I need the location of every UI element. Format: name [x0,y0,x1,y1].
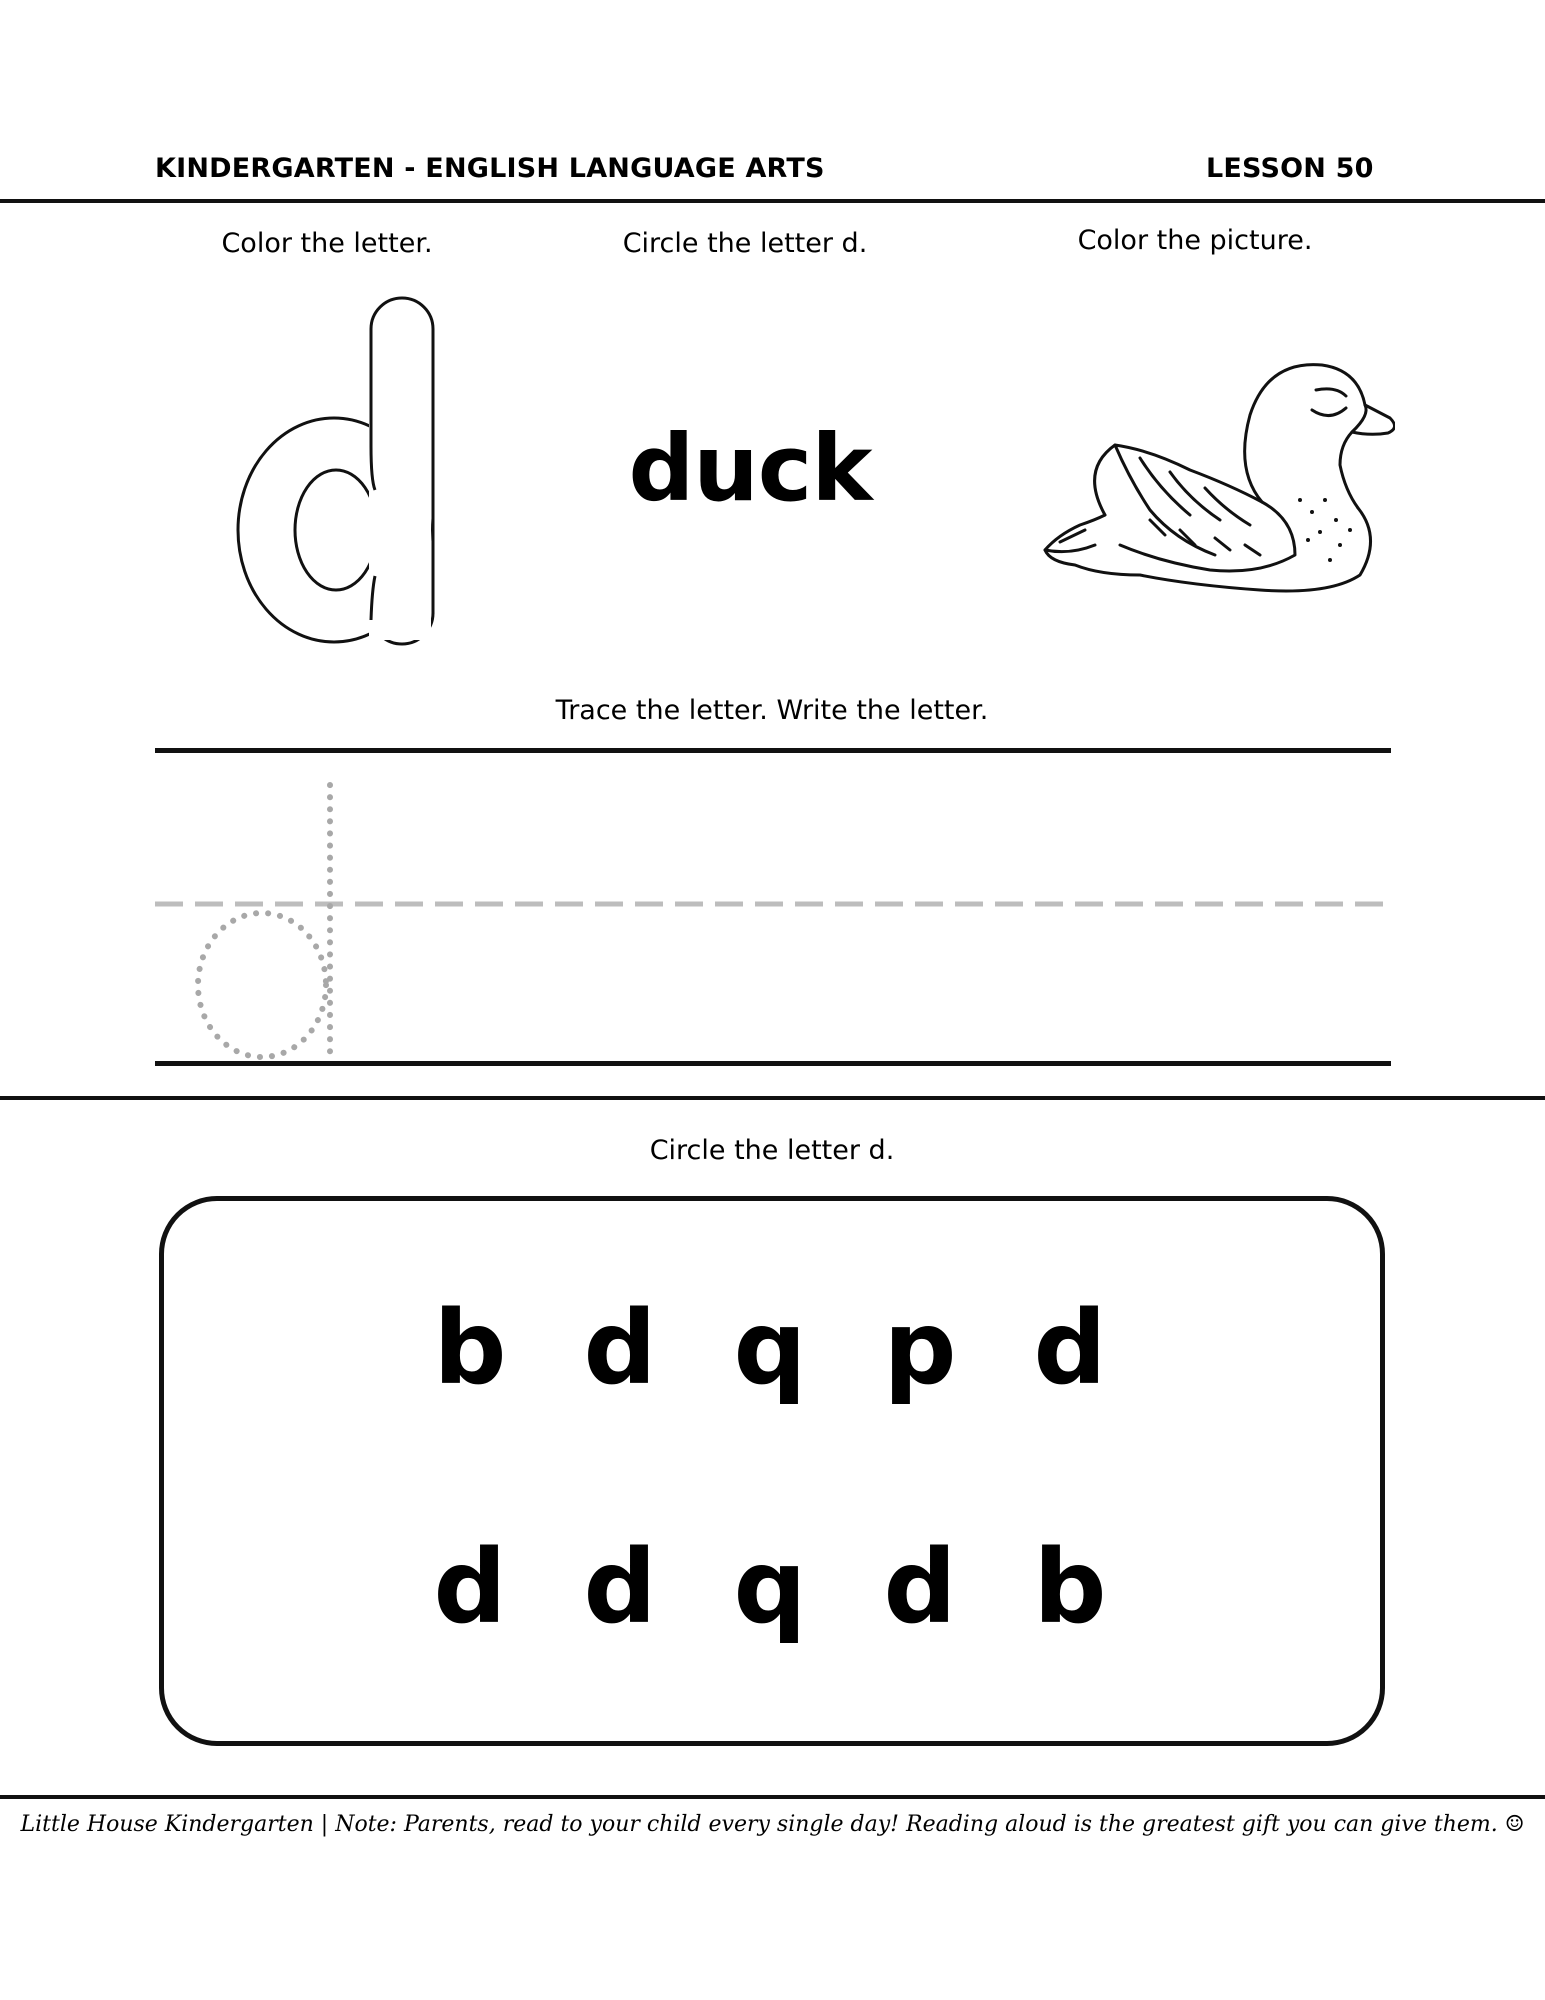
letter-choice[interactable]: q [733,1289,807,1408]
letter-choice[interactable]: d [1033,1289,1107,1408]
color-letter-instruction: Color the letter. [221,228,433,259]
letter-box [159,1196,1385,1746]
outline-letter-d-icon [225,290,445,650]
footer-divider [0,1795,1545,1799]
letter-choice[interactable]: p [883,1289,957,1408]
circle-letter-instruction: Circle the letter d. [622,228,868,259]
lesson-number: LESSON 50 [1206,153,1374,184]
letter-choice[interactable]: d [433,1528,507,1647]
letter-choice[interactable]: d [583,1289,657,1408]
duck-picture-icon [1040,350,1395,600]
word-duck: duck [628,415,872,522]
letter-row-1 [420,1289,1120,1408]
letter-choice[interactable]: b [433,1289,507,1408]
dotted-letter-d-icon [190,780,350,1065]
course-title: KINDERGARTEN - ENGLISH LANGUAGE ARTS [155,153,825,184]
letter-choice[interactable]: d [883,1528,957,1647]
trace-instruction: Trace the letter. Write the letter. [555,695,989,726]
letter-row-2 [420,1528,1120,1647]
section-divider [0,1096,1545,1100]
letter-choice[interactable]: d [583,1528,657,1647]
footer-note: Little House Kindergarten | Note: Parents, read to your child every single day! Reading aloud is the greatest gift you can give them. ☺ [20,1812,1525,1837]
trace-top-line [155,748,1391,753]
circle-letter-d-instruction: Circle the letter d. [649,1135,895,1166]
letter-choice[interactable]: b [1033,1528,1107,1647]
header-divider [0,199,1545,203]
color-picture-instruction: Color the picture. [1077,225,1313,256]
letter-choice[interactable]: q [733,1528,807,1647]
